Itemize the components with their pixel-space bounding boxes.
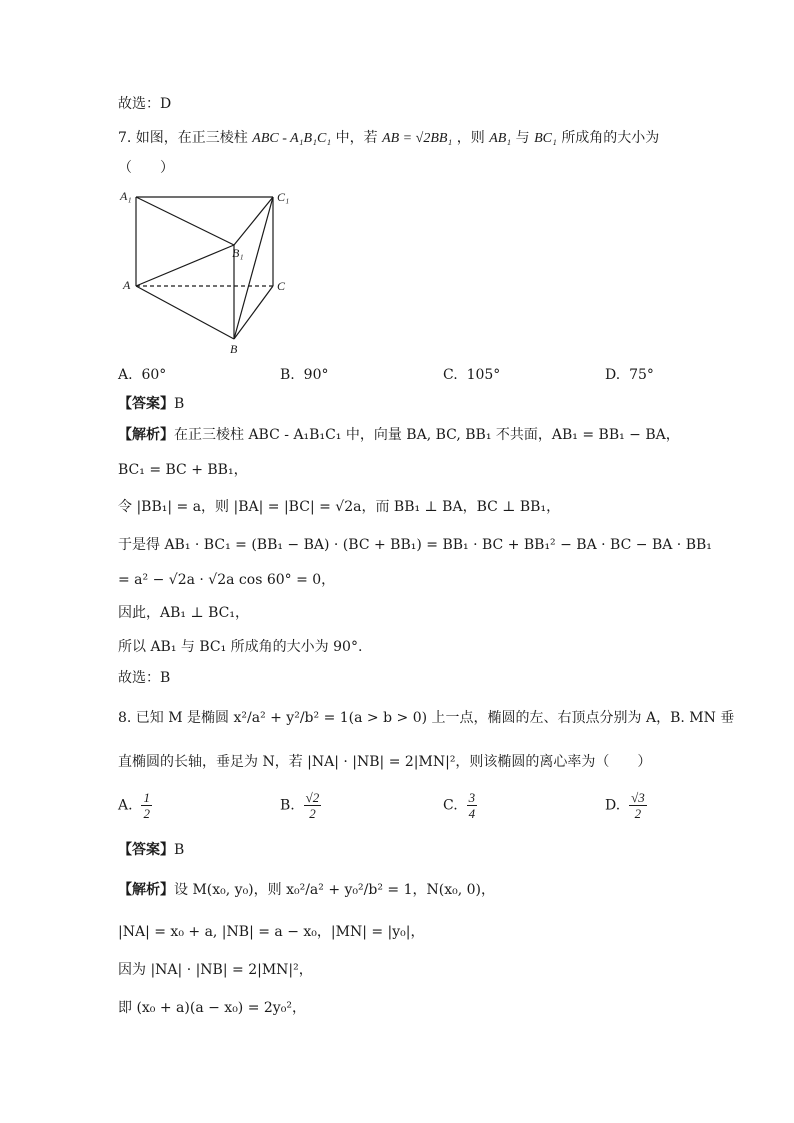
answer-label: 【答案】 bbox=[118, 842, 174, 858]
edge-A1-B1 bbox=[136, 197, 234, 245]
q8-answer bbox=[118, 840, 184, 860]
q8-option-c bbox=[443, 790, 477, 821]
q7-analysis-line-3: 令 |BB₁| = a，则 |BA| = |BC| = √2a，而 BB₁ ⊥ BA，BC ⊥ BB₁， bbox=[118, 499, 561, 515]
q8-analysis-line-2: |NA| = x₀ + a, |NB| = a − x₀，|MN| = |y₀|， bbox=[118, 924, 425, 940]
q7-paren: （ ） bbox=[118, 160, 174, 176]
option-value: 90° bbox=[303, 367, 329, 383]
q7-option-b bbox=[280, 365, 328, 385]
q7-seg2: BC₁ bbox=[534, 131, 557, 146]
q7-stem-text-3: ，则 bbox=[456, 130, 485, 146]
q7-analysis-line-7: 所以 AB₁ 与 BC₁ 所成角的大小为 90°. bbox=[118, 639, 363, 655]
label-C: C bbox=[277, 279, 286, 293]
label-A: A bbox=[123, 278, 131, 292]
option-letter: D. bbox=[605, 367, 621, 383]
analysis-label: 【解析】 bbox=[118, 427, 174, 443]
q7-stem bbox=[118, 128, 659, 149]
q8-stem-line-1: 8. 已知 M 是椭圆 x²/a² + y²/b² = 1(a > b > 0) 上一点，椭圆的左、右顶点分别为 A，B. MN 垂 bbox=[118, 710, 735, 726]
q8-option-d bbox=[605, 790, 647, 821]
fraction-denominator: 2 bbox=[634, 806, 642, 821]
q7-prism: ABC - A₁B₁C₁ bbox=[252, 131, 332, 146]
option-letter: C. bbox=[443, 797, 458, 814]
fraction-denominator: 2 bbox=[309, 806, 316, 821]
fraction-numerator: 3 bbox=[468, 790, 476, 805]
answer-value: B bbox=[174, 842, 185, 858]
q7-stem-text-5: 所成角的大小为 bbox=[561, 130, 660, 146]
label-B1: B₁ bbox=[232, 246, 244, 260]
option-letter: D. bbox=[605, 797, 621, 814]
q7-stem-text-1: 7. 如图，在正三棱柱 bbox=[118, 130, 248, 146]
q7-analysis-line-4: 于是得 AB₁ · BC₁ = (BB₁ − BA) · (BC + BB₁) = BB₁ · BC + BB₁² − BA · BC − BA · BB₁ bbox=[118, 537, 712, 553]
option-letter: B. bbox=[280, 797, 295, 814]
fraction-denominator: 2 bbox=[143, 806, 150, 821]
answer-value: B bbox=[174, 396, 185, 412]
option-fraction bbox=[467, 790, 478, 821]
option-fraction bbox=[629, 790, 647, 821]
option-value: 105° bbox=[466, 367, 501, 383]
previous-answer: 故选：D bbox=[118, 96, 172, 112]
segment-B-C1 bbox=[234, 197, 273, 339]
fraction-numerator: √2 bbox=[305, 790, 320, 805]
option-fraction bbox=[304, 790, 322, 821]
q8-analysis-line-3: 因为 |NA| · |NB| = 2|MN|²， bbox=[118, 962, 313, 978]
label-A1: A₁ bbox=[120, 189, 132, 203]
q7-analysis-line-2: BC₁ = BC + BB₁， bbox=[118, 462, 248, 478]
segment-A-B1 bbox=[136, 245, 234, 286]
option-value: 75° bbox=[629, 367, 654, 383]
q7-seg1: AB₁ bbox=[489, 131, 512, 146]
option-letter: B. bbox=[280, 367, 295, 383]
edge-B-C bbox=[234, 286, 273, 339]
q7-analysis-line-8: 故选：B bbox=[118, 670, 171, 686]
analysis-text: 在正三棱柱 ABC - A₁B₁C₁ 中，向量 BA, BC, BB₁ 不共面，AB₁ = BB₁ − BA， bbox=[174, 427, 680, 443]
fraction-numerator: 1 bbox=[143, 790, 150, 805]
option-fraction bbox=[141, 790, 152, 821]
edge-B1-C1 bbox=[234, 197, 273, 245]
option-letter: A. bbox=[118, 367, 133, 383]
q7-analysis-line-1 bbox=[118, 425, 680, 445]
prism-figure bbox=[118, 186, 298, 358]
edge-A-B bbox=[136, 286, 234, 339]
analysis-text: 设 M(x₀, y₀)，则 x₀²/a² + y₀²/b² = 1，N(x₀, 0)， bbox=[174, 882, 495, 898]
q8-stem-line-2: 直椭圆的长轴，垂足为 N，若 |NA| · |NB| = 2|MN|²，则该椭圆的离心率为（ ） bbox=[118, 754, 652, 770]
fraction-denominator: 4 bbox=[468, 806, 476, 821]
q7-option-c bbox=[443, 365, 500, 385]
q8-option-a bbox=[118, 790, 152, 821]
fraction-numerator: √3 bbox=[631, 790, 645, 805]
analysis-label: 【解析】 bbox=[118, 882, 174, 898]
q7-answer bbox=[118, 394, 184, 414]
q7-stem-text-2: 中，若 bbox=[335, 130, 378, 146]
option-letter: C. bbox=[443, 367, 458, 383]
q7-option-a bbox=[118, 365, 166, 385]
q7-stem-text-4: 与 bbox=[515, 130, 530, 146]
q7-condition: AB = √2BB₁ bbox=[382, 131, 453, 146]
q8-analysis-line-4: 即 (x₀ + a)(a − x₀) = 2y₀²， bbox=[118, 1000, 306, 1016]
option-value: 60° bbox=[141, 367, 167, 383]
q8-analysis-line-1 bbox=[118, 880, 495, 900]
q8-option-b bbox=[280, 790, 321, 821]
option-letter: A. bbox=[118, 797, 133, 814]
q7-analysis-line-6: 因此，AB₁ ⊥ BC₁， bbox=[118, 605, 249, 621]
answer-label: 【答案】 bbox=[118, 396, 174, 412]
q7-analysis-line-5: = a² − √2a · √2a cos 60° = 0， bbox=[118, 572, 336, 588]
label-C1: C₁ bbox=[277, 190, 290, 204]
label-B: B bbox=[230, 342, 238, 356]
q7-option-d bbox=[605, 365, 654, 385]
